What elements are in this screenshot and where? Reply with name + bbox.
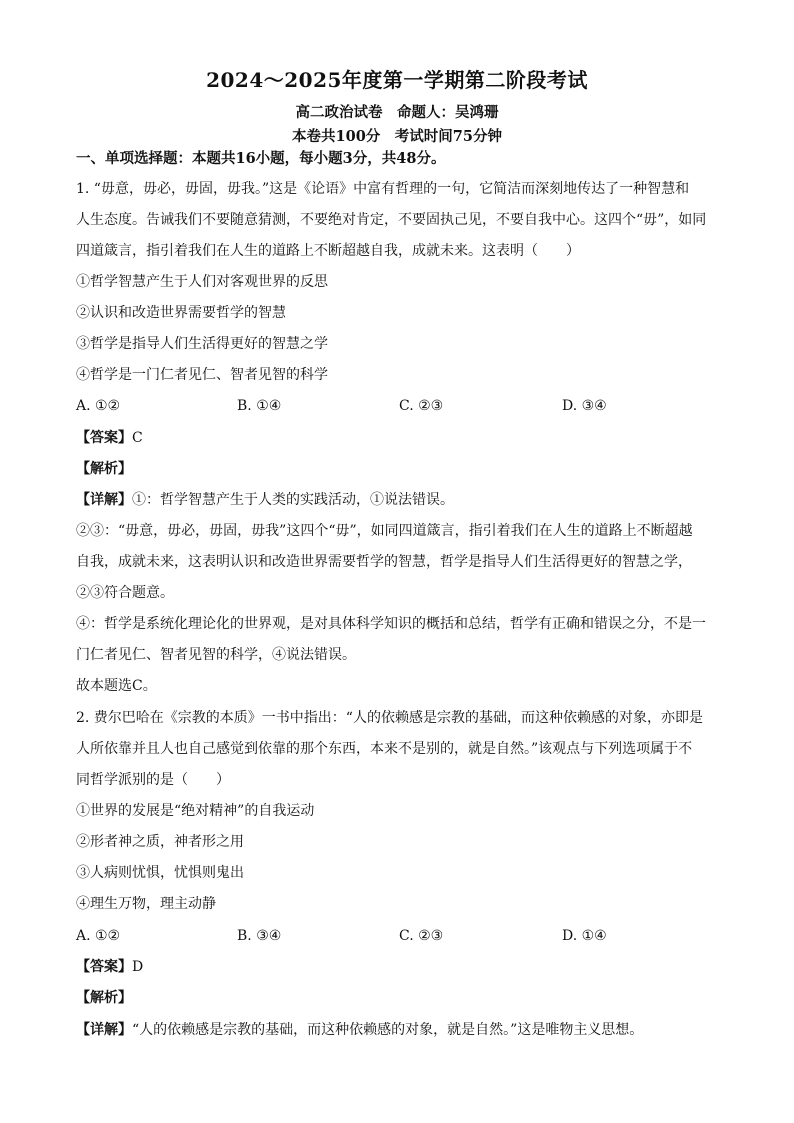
q1-detail-line: ②③符合题意。 [76, 585, 174, 601]
analysis-label: 【解析】 [76, 990, 132, 1006]
q2-stem-line: 同哲学派别的是（ ） [76, 772, 230, 788]
q1-stem-line: 人生态度。告诫我们不要随意猜测，不要绝对肯定，不要固执己见，不要自我中心。这四个“毋”，如同 [76, 212, 707, 228]
q2-item: ①世界的发展是“绝对精神”的自我运动 [76, 803, 315, 819]
q2-item: ④理生万物，理主动静 [76, 896, 216, 912]
q1-answer-line [76, 428, 726, 448]
answer-label: 【答案】 [76, 959, 132, 975]
q1-item: ④哲学是一门仁者见仁、智者见智的科学 [76, 367, 328, 383]
exam-info-line: 本卷共100分 考试时间75分钟 [292, 128, 502, 145]
q1-item: ①哲学智慧产生于人们对客观世界的反思 [76, 274, 328, 290]
q1-stem-line: 四道箴言，指引着我们在人生的道路上不断超越自我，成就未来。这表明（ ） [76, 243, 580, 259]
q2-option-b: B. ③④ [237, 928, 282, 944]
q1-detail-line: ④：哲学是系统化理论化的世界观，是对具体科学知识的概括和总结，哲学有正确和错误之分，不是一 [76, 616, 706, 632]
q2-analysis-label [76, 988, 726, 1008]
q2-option-c: C. ②③ [399, 928, 444, 944]
q1-item: ②认识和改造世界需要哲学的智慧 [76, 305, 286, 321]
q1-stem-line: 1. “毋意，毋必，毋固，毋我。”这是《论语》中富有哲理的一句，它简洁而深刻地传达了一种智慧和 [76, 181, 690, 197]
q1-option-a: A. ①② [76, 398, 121, 414]
q1-detail-line [76, 490, 726, 510]
analysis-label: 【解析】 [76, 461, 132, 477]
q1-option-b: B. ①④ [237, 398, 282, 414]
q2-item: ②形者神之质，神者形之用 [76, 834, 244, 850]
q1-detail-line: ②③：“毋意，毋必，毋固，毋我”这四个“毋”，如同四道箴言，指引着我们在人生的道路上不断超越 [76, 523, 693, 539]
q1-option-d: D. ③④ [562, 398, 607, 414]
q2-stem-line: 人所依靠并且人也自己感觉到依靠的那个东西，本来不是别的，就是自然。”该观点与下列选项属于不 [76, 741, 693, 757]
q2-option-a: A. ①② [76, 928, 121, 944]
detail-text: “人的依赖感是宗教的基础，而这种依赖感的对象，就是自然。”这是唯物主义思想。 [132, 1022, 644, 1038]
answer-label: 【答案】 [76, 430, 132, 446]
q1-detail-line: 故本题选C。 [76, 678, 157, 694]
exam-title: 2024～2025年度第一学期第二阶段考试 [206, 68, 588, 92]
q1-option-c: C. ②③ [399, 398, 444, 414]
q2-answer-line [76, 957, 726, 977]
q1-detail-line: 门仁者见仁、智者见智的科学，④说法错误。 [76, 647, 356, 663]
detail-label: 【详解】 [76, 1022, 132, 1038]
section-heading: 一、单项选择题：本题共16小题，每小题3分，共48分。 [76, 150, 446, 167]
answer-value: C [132, 430, 143, 446]
detail-text: ①：哲学智慧产生于人类的实践活动，①说法错误。 [132, 492, 454, 508]
q1-analysis-label [76, 459, 726, 479]
answer-value: D [132, 959, 144, 975]
q2-detail-line [76, 1020, 726, 1040]
q2-stem-line: 2. 费尔巴哈在《宗教的本质》一书中指出：“人的依赖感是宗教的基础，而这种依赖感的对象，亦即是 [76, 710, 703, 726]
q2-item: ③人病则忧惧，忧惧则鬼出 [76, 865, 244, 881]
q1-detail-line: 自我，成就未来，这表明认识和改造世界需要哲学的智慧，哲学是指导人们生活得更好的智慧之学， [76, 554, 692, 570]
q1-item: ③哲学是指导人们生活得更好的智慧之学 [76, 336, 328, 352]
detail-label: 【详解】 [76, 492, 132, 508]
subject-line: 高二政治试卷 命题人：吴鸿珊 [295, 104, 499, 121]
q2-option-d: D. ①④ [562, 928, 607, 944]
